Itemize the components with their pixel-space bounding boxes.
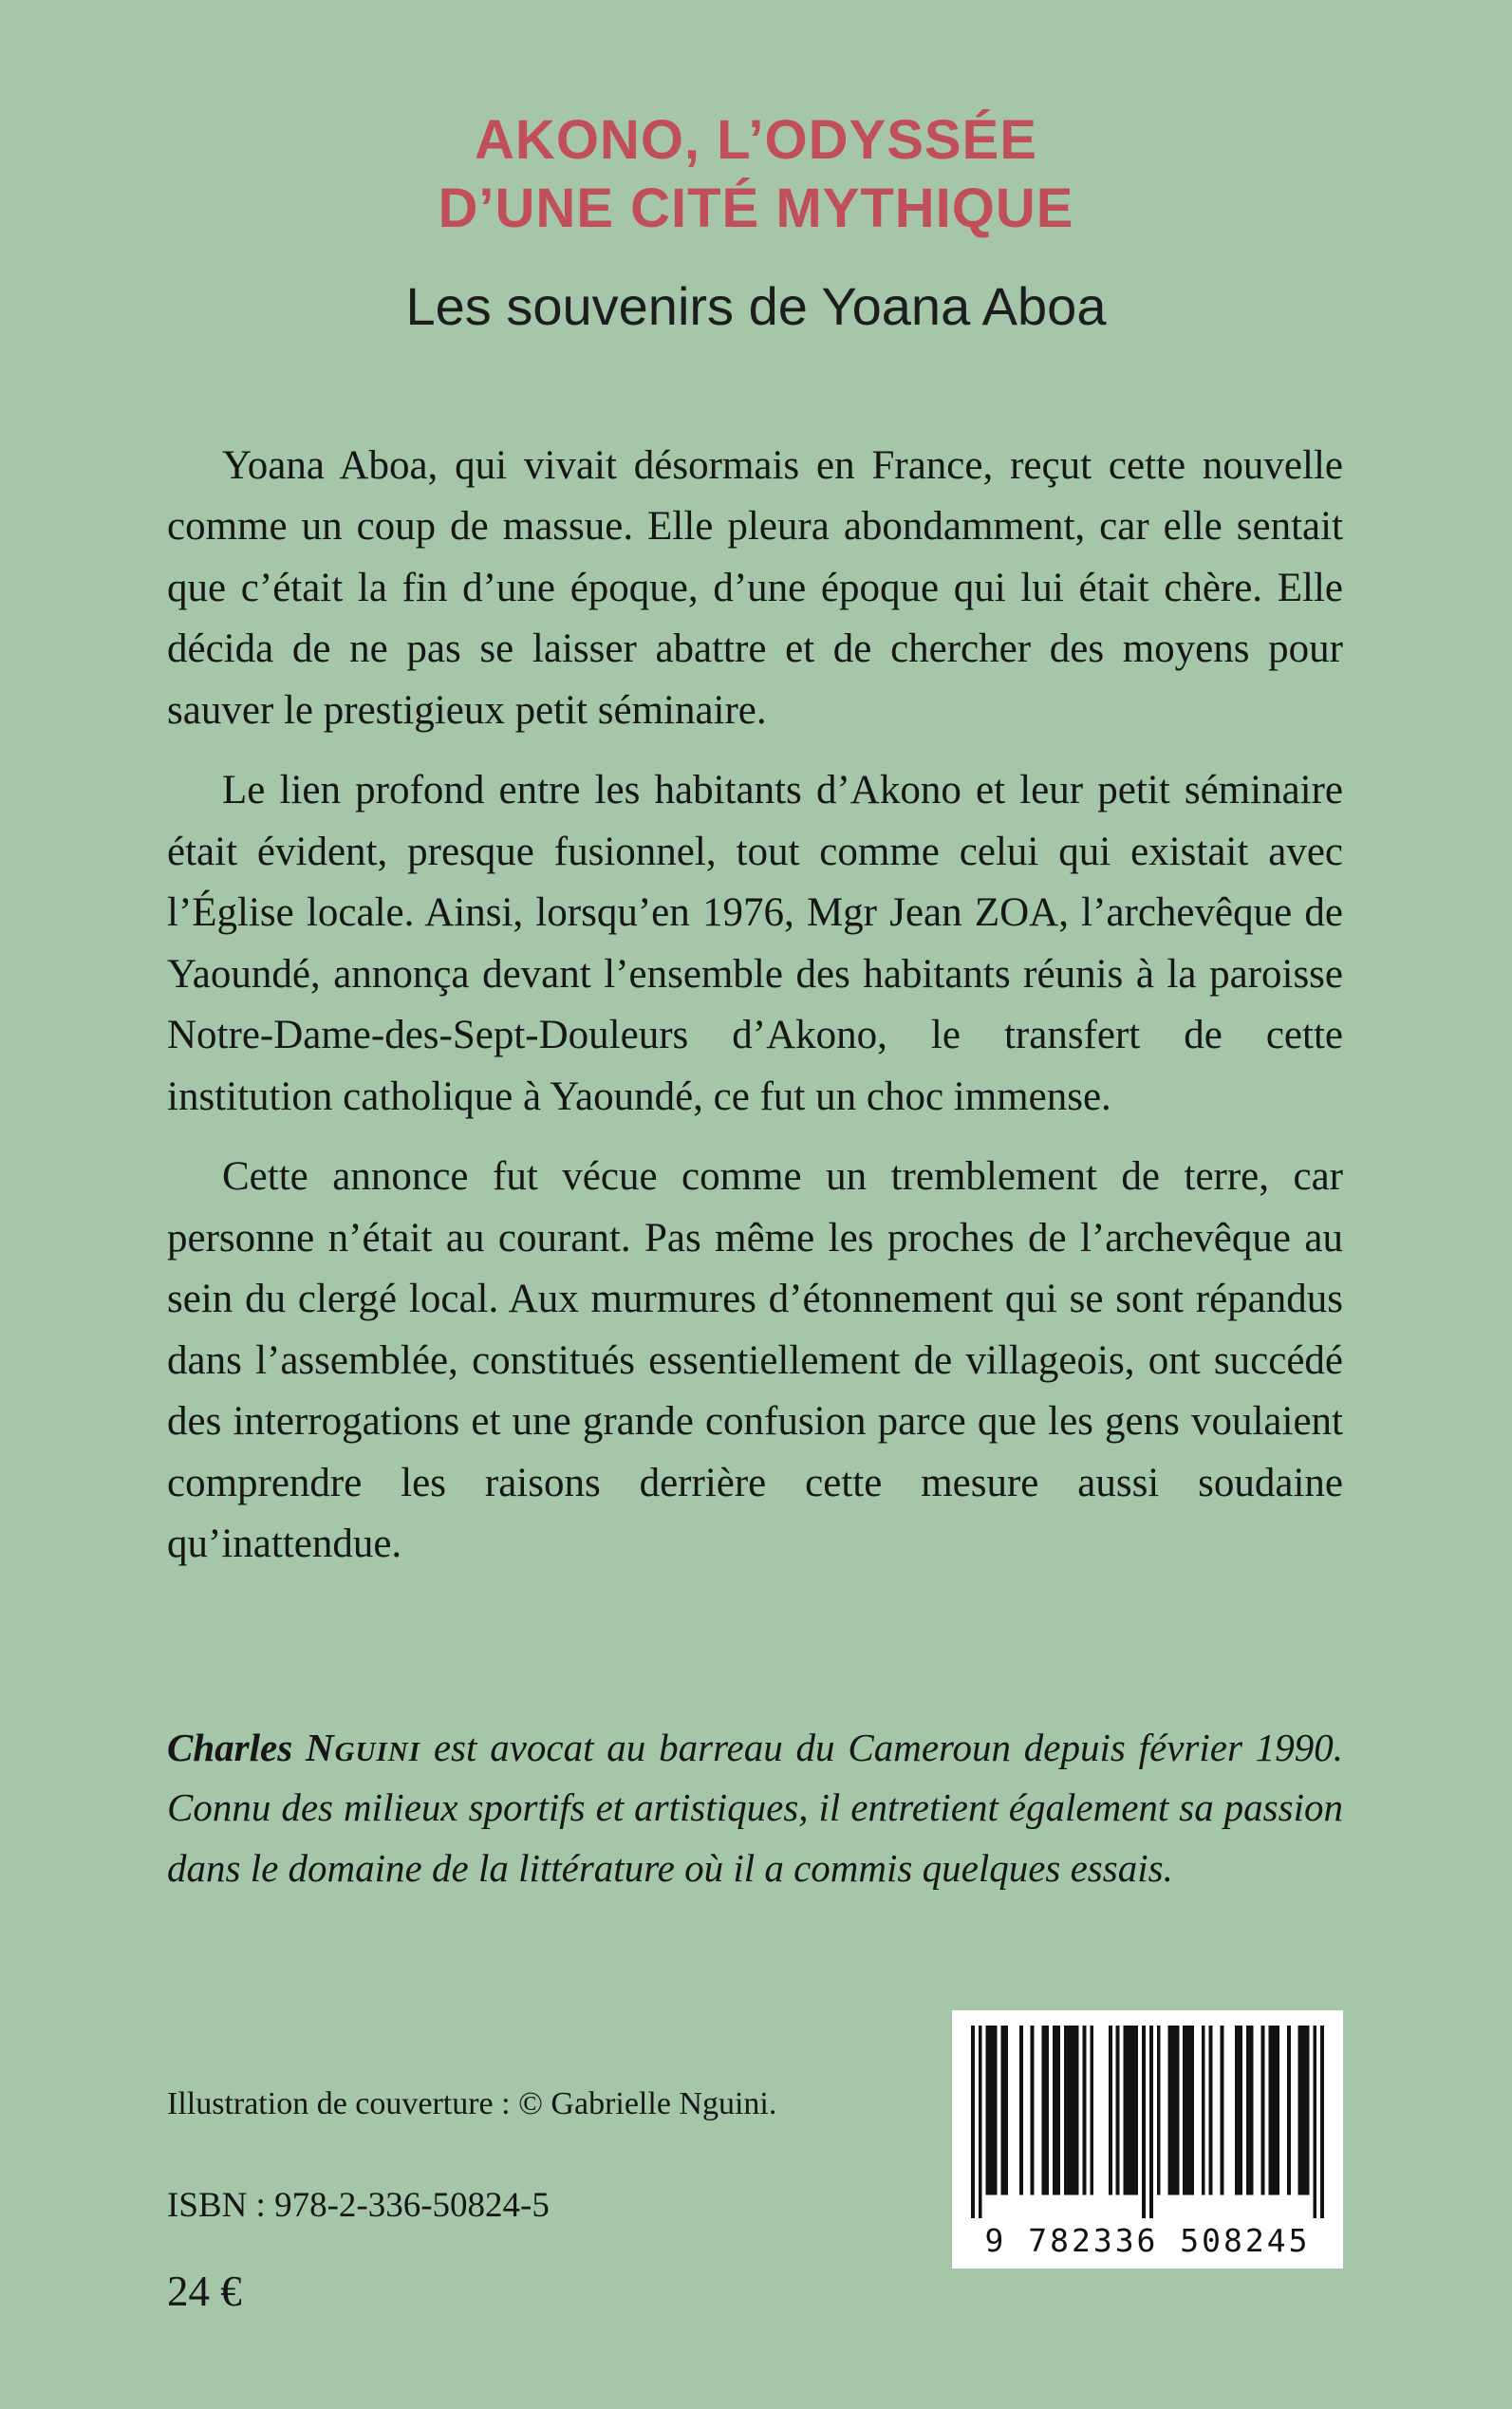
isbn: ISBN : 978-2-336-50824-5 [167, 2186, 550, 2225]
synopsis-paragraph: Yoana Aboa, qui vivait désormais en France, reçut cette nouvelle comme un coup de massue. Elle pleura abondamment, car elle sentait que c’était la fin d’une époque, d’une époque qui lui était chère. Elle décida de ne pas se laisser abattre et de chercher des moyens pour sauver le prestigieux petit séminaire. [167, 442, 1343, 733]
title-line-2: D’UNE CITÉ MYTHIQUE [438, 177, 1074, 239]
book-title [0, 0, 1512, 243]
synopsis-paragraph: Le lien profond entre les habitants d’Akono et leur petit séminaire était évident, presque fusionnel, tout comme celui qui existait avec l’Église locale. Ainsi, lorsqu’en 1976, Mgr Jean ZOA, l’archevêque de Yaoundé, annonça devant l’ensemble des habitants réunis à la paroisse Notre-Dame-des-Sept-Douleurs d’Akono, le transfert de cette institution catholique à Yaoundé, ce fut un choc immense. [167, 768, 1343, 1119]
author-bio [167, 1718, 1343, 1899]
barcode [952, 2010, 1343, 2269]
synopsis-paragraph: Cette annonce fut vécue comme un tremblement de terre, car personne n’était au courant. Pas même les proches de l’archevêque au sein du clergé local. Aux murmures d’étonnement qui se sont répandus dans l’assemblée, constitués essentiellement de villageois, ont succédé des interrogations et une grande confusion parce que les gens voulaient comprendre les raisons derrière cette mesure aussi soudaine qu’inattendue. [167, 1154, 1343, 1567]
synopsis [167, 436, 1343, 1576]
title-line-1: AKONO, L’ODYSSÉE [475, 109, 1037, 171]
illustration-credit: Illustration de couverture : © Gabrielle Nguini. [167, 2086, 777, 2121]
author-last-name: Nguini [305, 1725, 420, 1769]
book-subtitle: Les souvenirs de Yoana Aboa [405, 275, 1107, 336]
author-bio-text: est avocat au barreau du Cameroun depuis février 1990. Connu des milieux sportifs et artistiques, il entretient également sa passion dans le domaine de la littérature où il a commis quelques essais. [167, 1725, 1343, 1890]
author-first-name: Charles [167, 1725, 306, 1769]
barcode-number: 9 782336 508245 [984, 2222, 1311, 2259]
price: 24 € [167, 2268, 242, 2315]
barcode-bars [971, 2026, 1324, 2218]
